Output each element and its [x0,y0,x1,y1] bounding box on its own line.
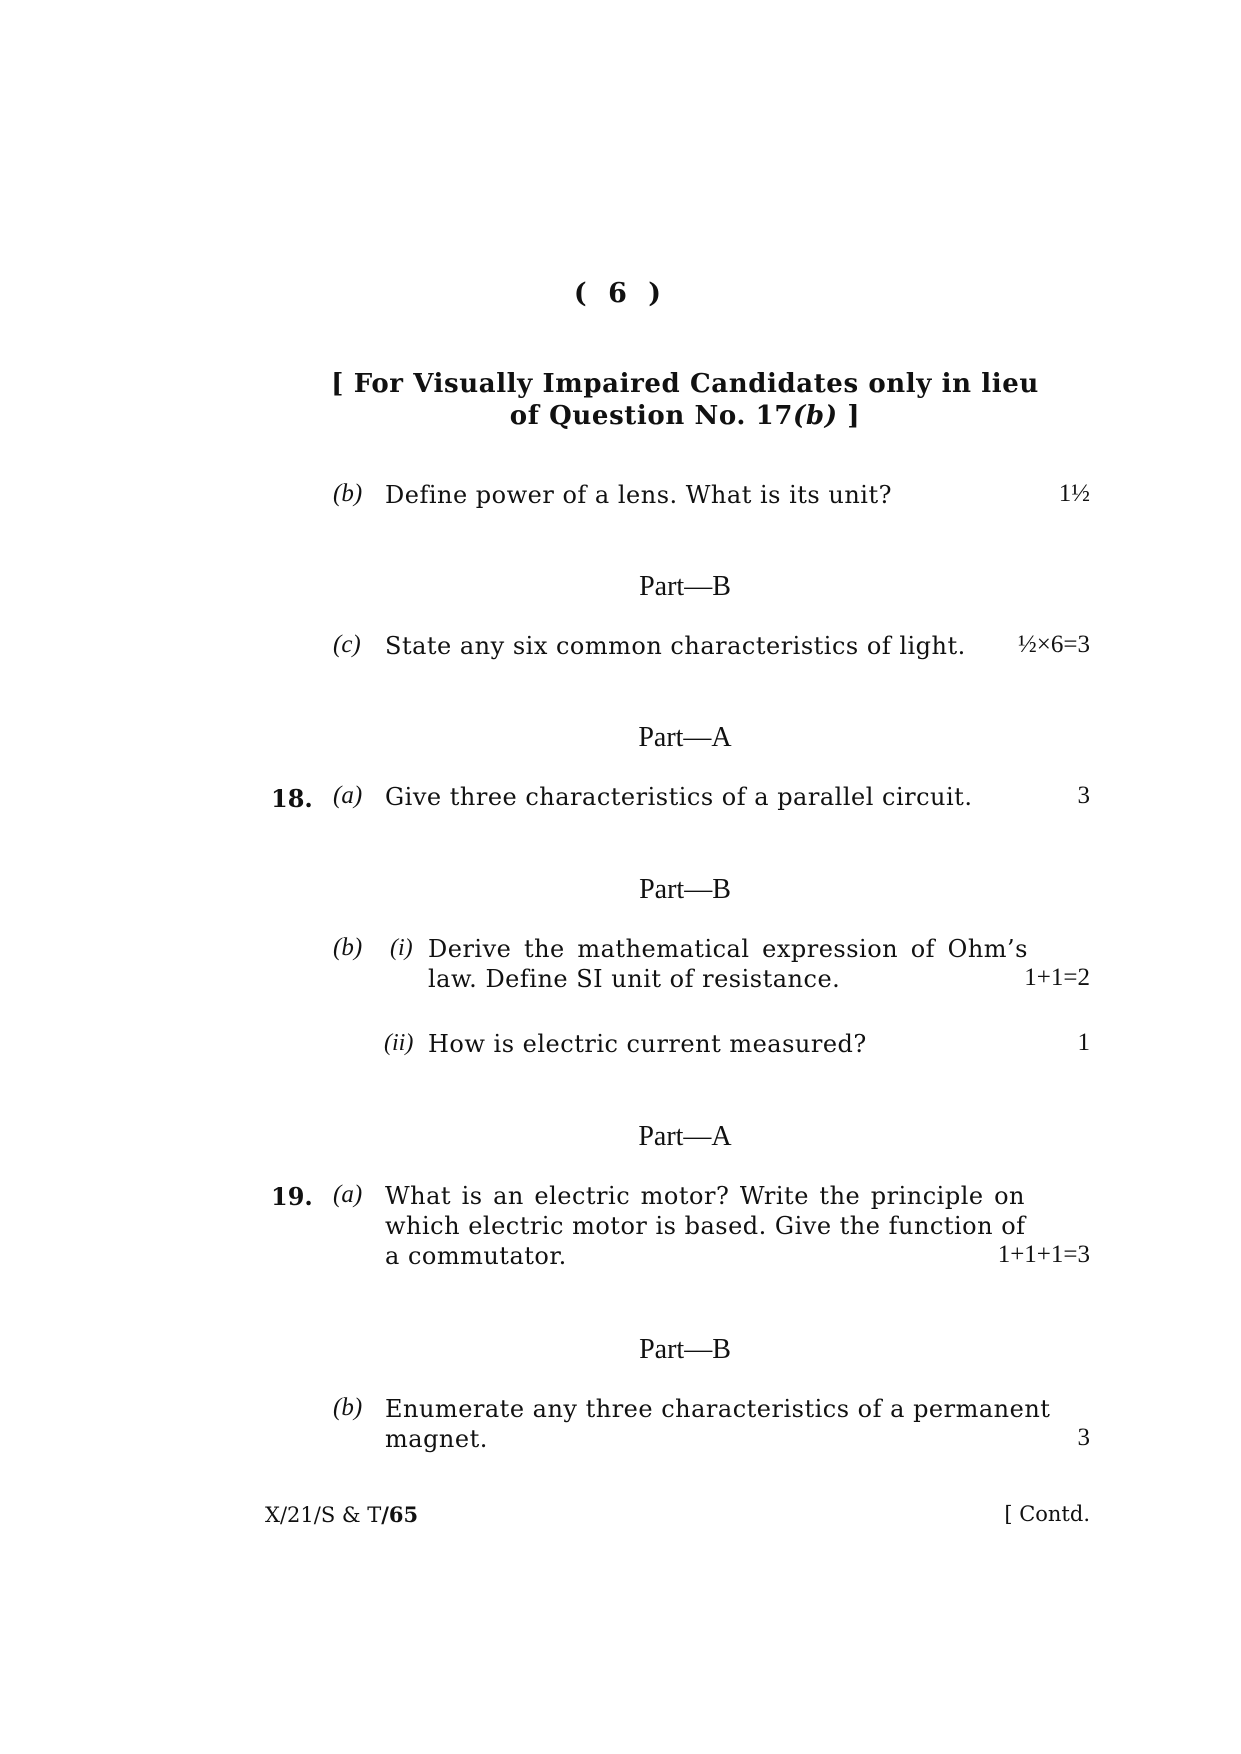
paper-code-suffix: /65 [381,1502,419,1527]
question-label-b-lens: (b) [333,480,363,507]
question-text-19a [385,1181,1025,1271]
question-text-19b [385,1394,1051,1454]
question-text-19b-line-2: magnet. [385,1425,488,1453]
question-text-19a-line-3: a commutator. [385,1242,567,1270]
marks-c-light: ½×6=3 [1018,631,1090,658]
question-text-18b-i-line-2: law. Define SI unit of resistance. [428,965,841,993]
part-heading-b-1: Part—B [639,571,731,602]
question-text-18b-i-line-1: Derive the mathematical expression of Ohm’s [428,935,1028,963]
continued-note: [ Contd. [1004,1502,1090,1526]
notice-line-2-prefix: of Question No. 17 [509,401,794,431]
notice-line-1: [ For Visually Impaired Candidates only in lieu [331,369,1039,399]
question-label-18a: (a) [333,782,363,809]
part-heading-b-3: Part—B [639,1334,731,1365]
sub-label-18b-i: (i) [390,935,413,961]
question-number-19: 19. [271,1182,313,1211]
question-number-18: 18. [271,784,313,813]
question-text-19a-line-2: which electric motor is based. Give the function of [385,1212,1026,1240]
paper-code [265,1502,418,1527]
question-text-18a: Give three characteristics of a parallel circuit. [385,783,973,811]
part-heading-b-2: Part—B [639,874,731,905]
notice-line-2-italic: (b) [793,401,838,431]
sub-label-18b-ii: (ii) [384,1030,414,1056]
marks-18b-ii: 1 [1077,1029,1090,1056]
visually-impaired-notice [0,368,1241,432]
question-text-c-light: State any six common characteristics of light. [385,632,966,660]
question-text-18b-i [428,934,1028,994]
question-label-19a: (a) [333,1181,363,1208]
marks-b-lens: 1½ [1058,480,1090,507]
question-text-19b-line-1: Enumerate any three characteristics of a permanent [385,1395,1051,1423]
marks-19b: 3 [1077,1424,1090,1451]
marks-18a: 3 [1077,782,1090,809]
question-text-18b-ii: How is electric current measured? [428,1030,867,1058]
question-label-c-light: (c) [333,631,361,658]
question-label-19b: (b) [333,1394,363,1421]
notice-line-2-suffix: ] [837,401,861,431]
question-label-18b: (b) [333,934,363,961]
notice-line-2 [0,400,1241,432]
part-heading-a-1: Part—A [638,722,732,753]
question-text-19a-line-1: What is an electric motor? Write the principle on [385,1182,1025,1210]
page-number: ( 6 ) [573,278,668,309]
question-text-b-lens: Define power of a lens. What is its unit? [385,481,892,509]
paper-code-prefix: X/21/S & T [265,1503,382,1527]
marks-19a: 1+1+1=3 [997,1241,1090,1268]
marks-18b-i: 1+1=2 [1024,964,1090,991]
part-heading-a-2: Part—A [638,1121,732,1152]
